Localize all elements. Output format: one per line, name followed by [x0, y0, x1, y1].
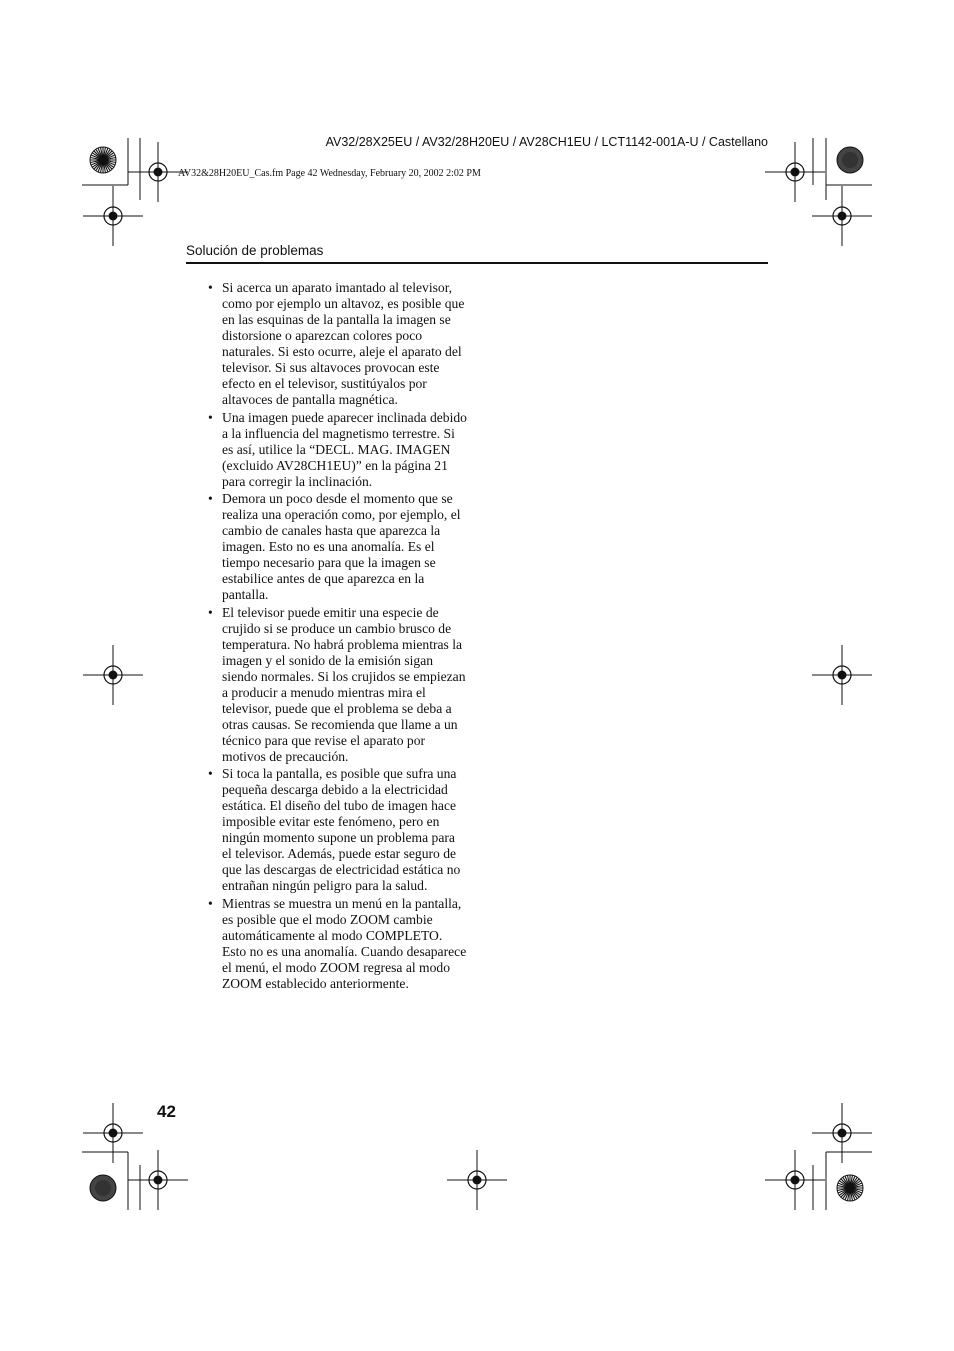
page-number: 42 — [157, 1102, 176, 1121]
section-title: Solución de problemas — [186, 243, 324, 258]
file-info-line: AV32&28H20EU_Cas.fm Page 42 Wednesday, February 20, 2002 2:02 PM — [178, 168, 481, 179]
model-line: AV32/28X25EU / AV32/28H20EU / AV28CH1EU / LCT1142-001A-U / Castellano — [325, 135, 768, 149]
bullet-item: • Demora un poco desde el momento que se realiza una operación como, por ejemplo, el cambio de canales hasta que aparezca la imagen. Esto no es una anomalía. Es el tiempo necesario para que la imagen se estabilice antes de que aparezca en la pantalla. — [206, 491, 468, 603]
bullet-item: • Si toca la pantalla, es posible que sufra una pequeña descarga debido a la electricidad estática. El diseño del tubo de imagen hace imposible evitar este fenómeno, pero en ningún momento supone un problema para el televisor. Además, puede estar seguro de que las descargas de electricidad estática no entrañan ningún peligro para la salud. — [206, 766, 468, 894]
bullet-item: • El televisor puede emitir una especie de crujido si se produce un cambio brusco de temperatura. No habrá problema mientras la imagen y el sonido de la emisión sigan siendo normales. Si los crujidos se empiezan a producir a menudo mientras mira el televisor, puede que el problema se deba a otras causas. Se recomienda que llame a un técnico para que revise el aparato por motivos de precaución. — [206, 605, 468, 765]
bullet-item: • Si acerca un aparato imantado al televisor, como por ejemplo un altavoz, es posible que en las esquinas de la pantalla la imagen se distorsione o aparezcan colores poco naturales. Si esto ocurre, aleje el aparato del televisor. Si sus altavoces provocan este efecto en el televisor, sustitúyalos por altavoces de pantalla magnética. — [206, 280, 468, 408]
bullet-item: • Una imagen puede aparecer inclinada debido a la influencia del magnetismo terrestre. Si es así, utilice la “DECL. MAG. IMAGEN (excluido AV28CH1EU)” en la página 21 para corregir la inclinación. — [206, 410, 468, 490]
bullet-item: • Mientras se muestra un menú en la pantalla, es posible que el modo ZOOM cambie automáticamente al modo COMPLETO. Esto no es una anomalía. Cuando desaparece el menú, el modo ZOOM regresa al modo ZOOM establecido anteriormente. — [206, 896, 468, 992]
